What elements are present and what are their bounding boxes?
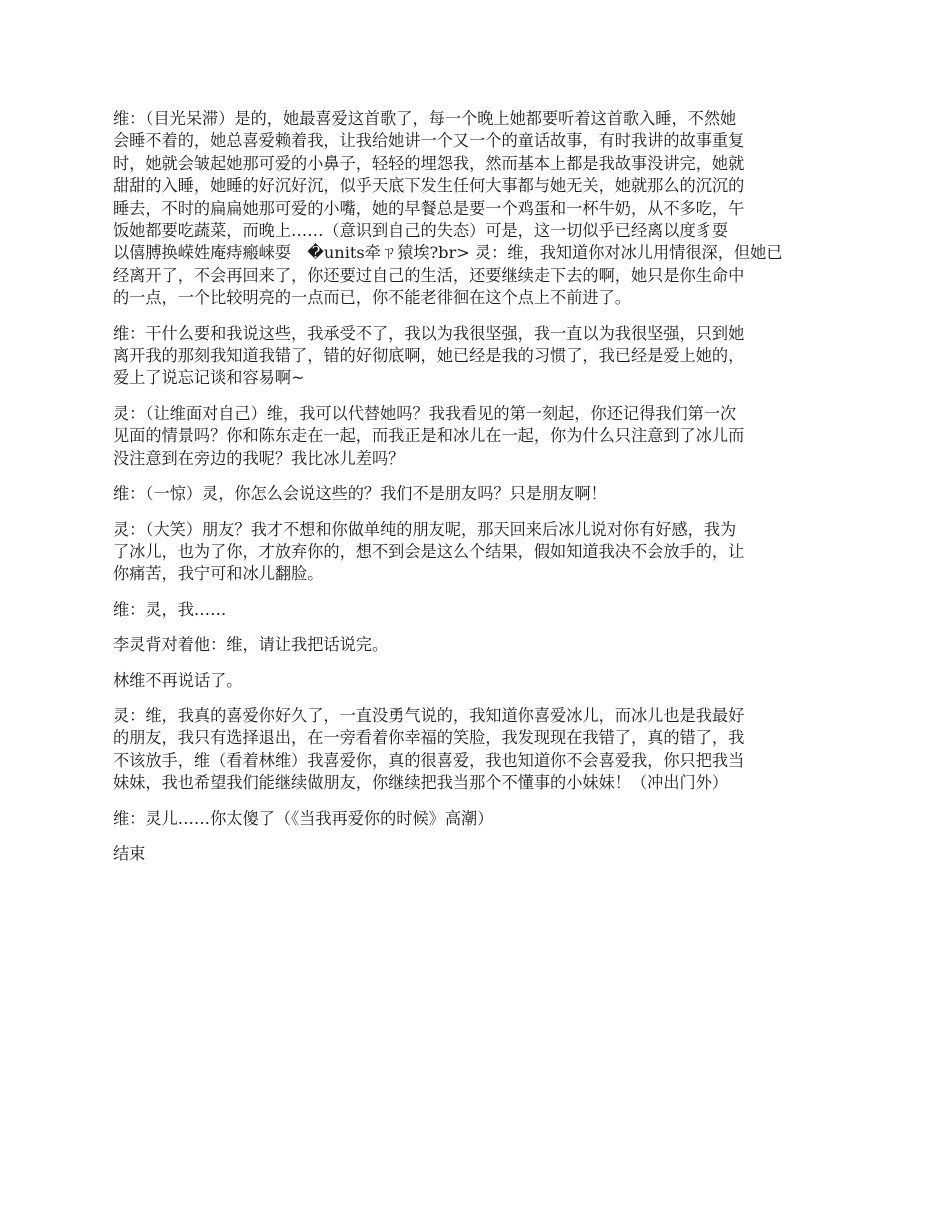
text-line: 睡去，不时的扁扁她那可爱的小嘴，她的早餐总是要一个鸡蛋和一杯牛奶，从不多吃，午 xyxy=(113,198,745,218)
paragraph-1 xyxy=(113,108,843,310)
paragraph-2 xyxy=(113,323,843,390)
text-line: 会睡不着的，她总喜爱赖着我，让我给她讲一个又一个的童话故事，有时我讲的故事重复 xyxy=(113,131,745,151)
text-line: 见面的情景吗？你和陈东走在一起，而我正是和冰儿在一起，你为什么只注意到了冰儿而 xyxy=(113,426,745,446)
text-line: 你痛苦，我宁可和冰儿翻脸。 xyxy=(113,564,324,584)
text-line: 甜甜的入睡，她睡的好沉好沉，似乎天底下发生任何大事都与她无关，她就那么的沉沉的 xyxy=(113,176,745,196)
text-line: 维：灵儿……你太傻了（《当我再爱你的时候》高潮） xyxy=(113,808,494,828)
paragraph-8 xyxy=(113,670,843,692)
text-line: 维：（目光呆滞）是的，她最喜爱这首歌了，每一个晚上她都要听着这首歌入睡，不然她 xyxy=(113,109,737,128)
text-line: 妹妹，我也希望我们能继续做朋友，你继续把我当那个不懂事的小妹妹！（冲出门外） xyxy=(113,773,729,793)
text-line: 经离开了，不会再回来了，你还要过自己的生活，还要继续走下去的啊，她只是你生命中 xyxy=(113,265,745,285)
paragraph-6 xyxy=(113,599,843,621)
text-line: 离开我的那刻我知道我错了，错的好彻底啊，她已经是我的习惯了，我已经是爱上她的， xyxy=(113,346,745,366)
paragraph-7 xyxy=(113,634,843,656)
text-line: 没注意到在旁边的我呢？我比冰儿差吗？ xyxy=(113,448,405,468)
paragraph-9 xyxy=(113,705,843,795)
text-line: 以僖膊换嵘姓庵痔瘢崃耍 �units牵ㄗ猿埃?br> 灵：维，我知道你对冰儿用情很深，但她已 xyxy=(113,243,783,263)
text-line: 结束 xyxy=(113,843,146,863)
text-line: 爱上了说忘记谈和容易啊~ xyxy=(113,368,305,388)
text-line: 林维不再说话了。 xyxy=(113,670,243,690)
paragraph-4 xyxy=(113,483,843,505)
paragraph-end xyxy=(113,843,843,865)
text-line: 的一点，一个比较明亮的一点而已，你不能老徘徊在这个点上不前进了。 xyxy=(113,288,631,308)
paragraph-5 xyxy=(113,519,843,586)
text-line: 时，她就会皱起她那可爱的小鼻子，轻轻的埋怨我，然而基本上都是我故事没讲完，她就 xyxy=(113,153,745,173)
text-line: 李灵背对着他：维，请让我把话说完。 xyxy=(113,635,389,655)
text-line: 维：（一惊）灵，你怎么会说这些的？我们不是朋友吗？只是朋友啊！ xyxy=(113,484,607,504)
document-body xyxy=(113,108,843,878)
text-line: 维：灵，我…… xyxy=(113,599,227,619)
text-line: 灵：（大笑）朋友？我才不想和你做单纯的朋友呢，那天回来后冰儿说对你有好感，我为 xyxy=(113,519,737,539)
text-line: 不该放手，维（看着林维）我喜爱你，真的很喜爱，我也知道你不会喜爱我，你只把我当 xyxy=(113,750,745,770)
text-line: 维：干什么要和我说这些，我承受不了，我以为我很坚强，我一直以为我很坚强，只到她 xyxy=(113,323,745,343)
text-line: 灵：维，我真的喜爱你好久了，一直没勇气说的，我知道你喜爱冰儿，而冰儿也是我最好 xyxy=(113,705,745,725)
text-line: 饭她都要吃蔬菜，而晚上……（意识到自己的失态）可是，这一切似乎已经离以度豸耍 xyxy=(113,221,729,241)
text-line: 了冰儿，也为了你，才放弃你的，想不到会是这么个结果，假如知道我决不会放手的，让 xyxy=(113,541,745,561)
text-line: 灵：（让维面对自己）维，我可以代替她吗？我我看见的第一刻起，你还记得我们第一次 xyxy=(113,403,737,423)
paragraph-10 xyxy=(113,808,843,830)
text-line: 的朋友，我只有选择退出，在一旁看着你幸福的笑脸，我发现现在我错了，真的错了，我 xyxy=(113,728,745,748)
paragraph-3 xyxy=(113,403,843,470)
